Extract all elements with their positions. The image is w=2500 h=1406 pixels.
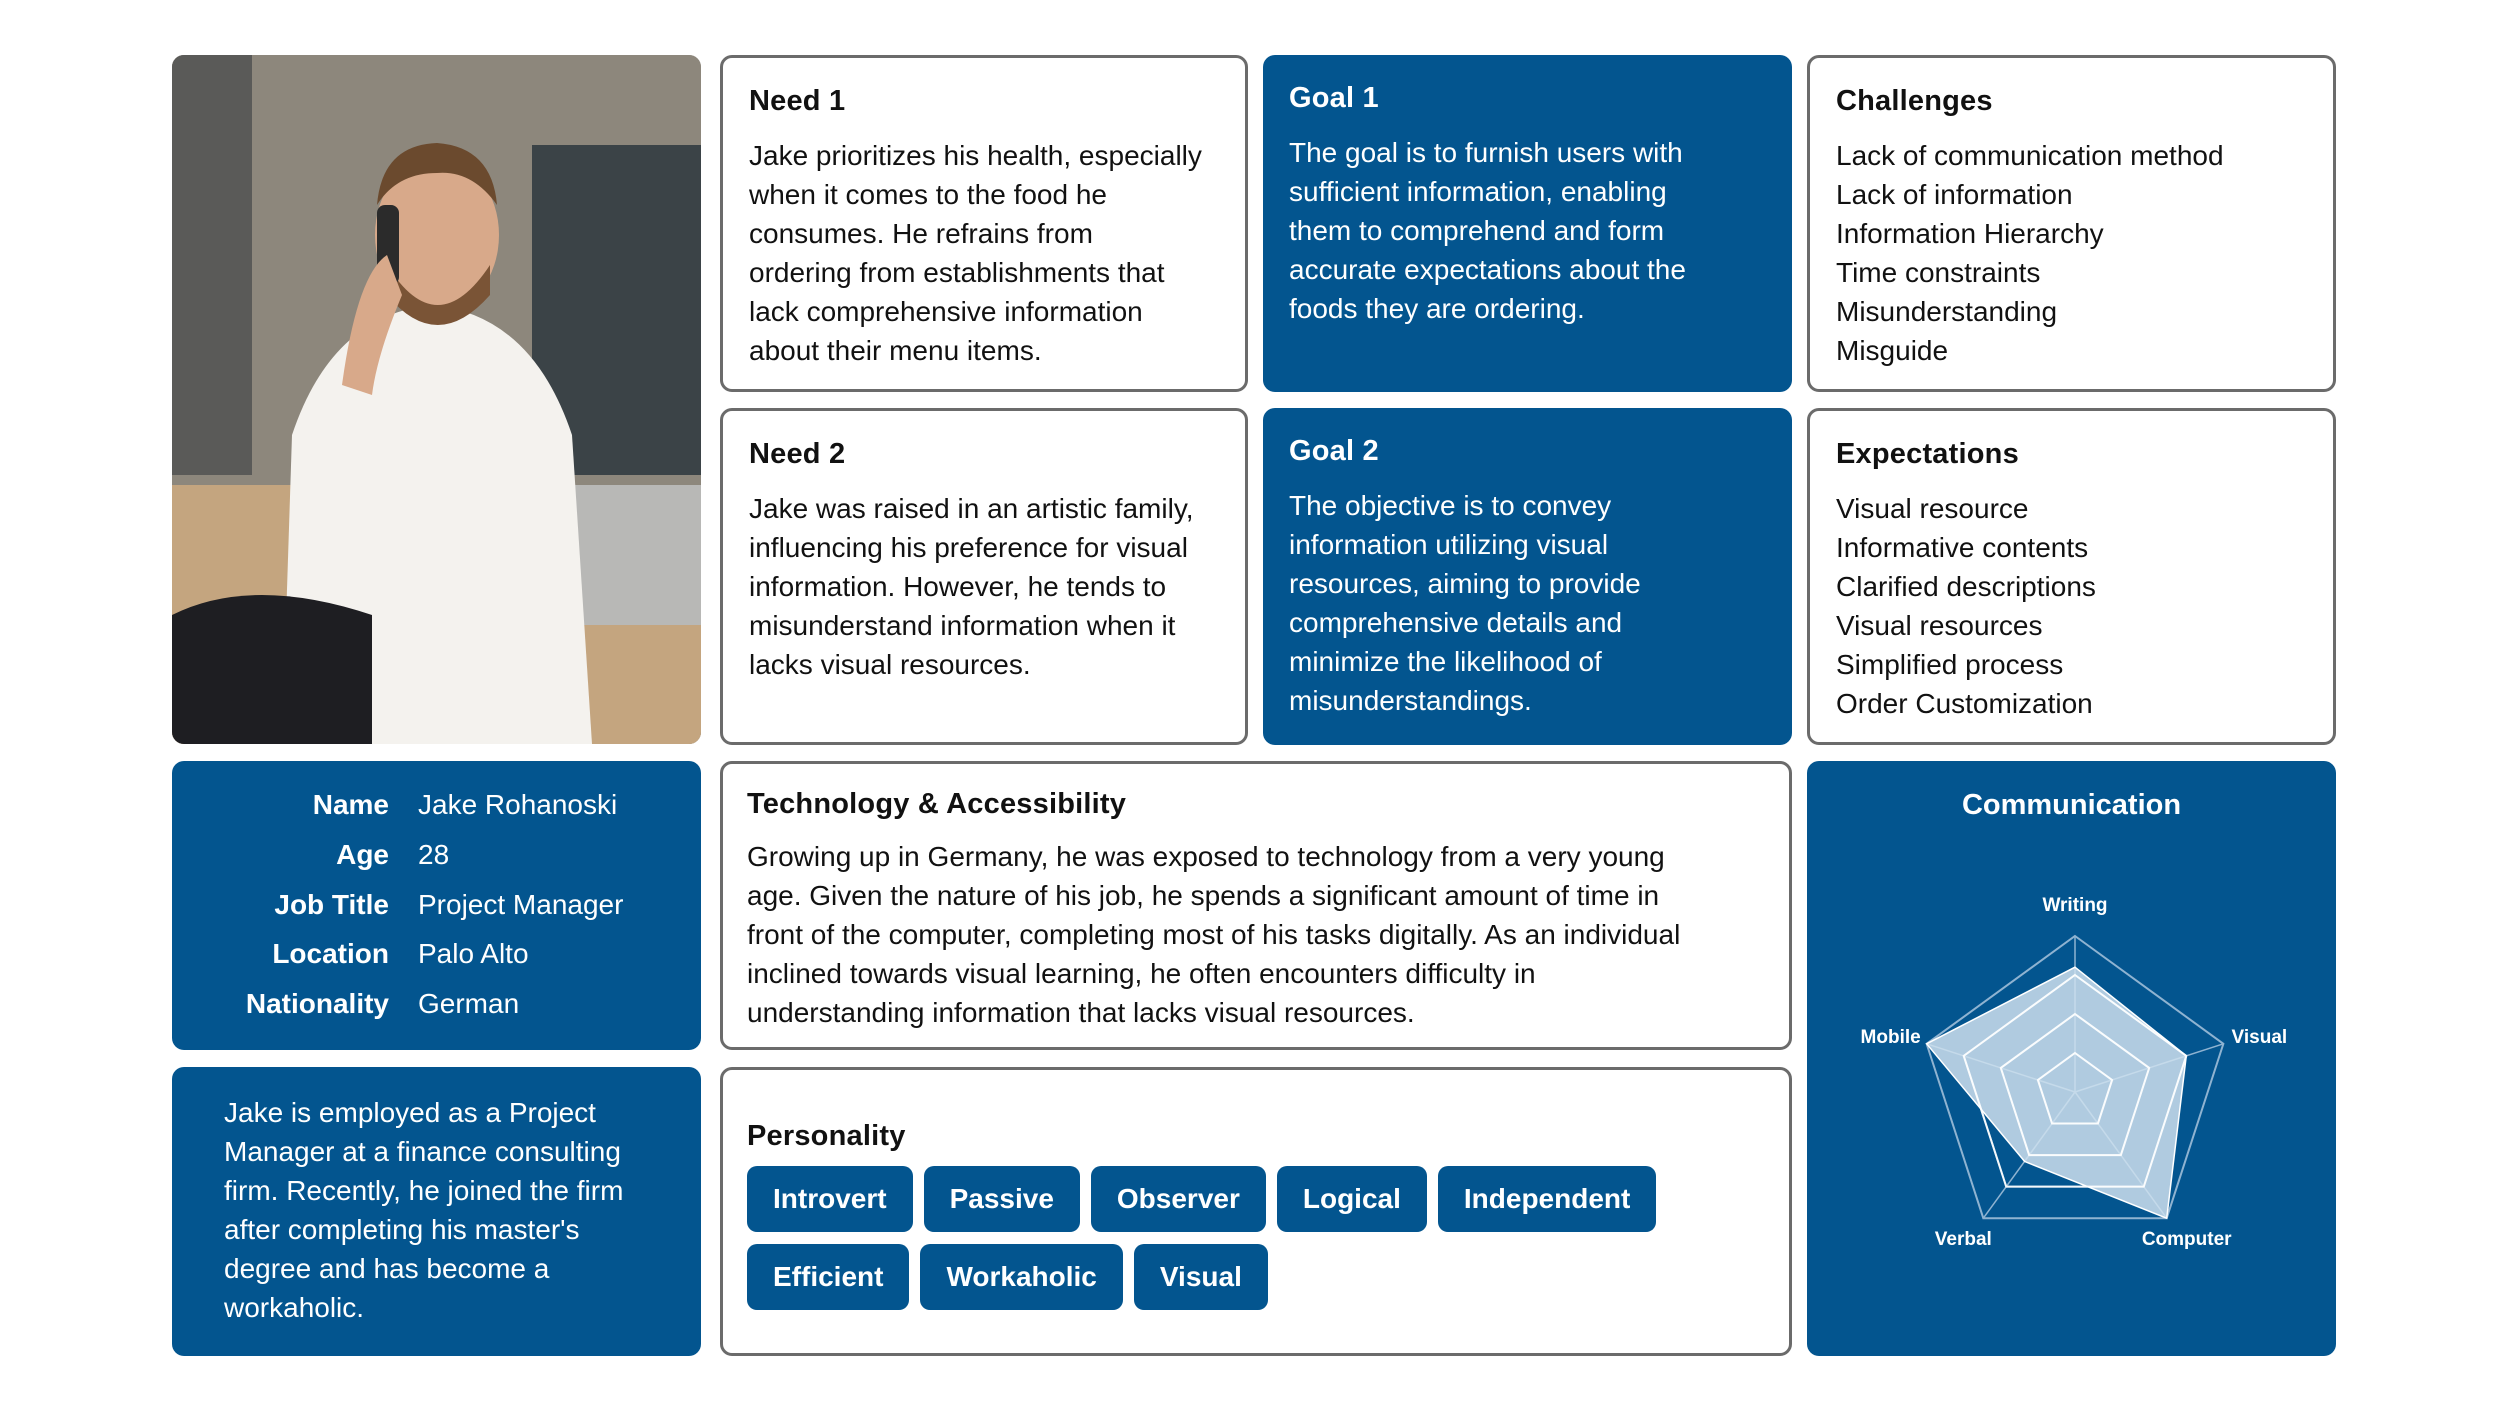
personality-tag: Observer [1091, 1166, 1266, 1232]
challenges-card [1807, 55, 2336, 392]
goal-1-card [1263, 55, 1792, 392]
profile-label: Age [336, 839, 389, 870]
persona-photo-image [172, 55, 701, 744]
challenge-item: Time constraints [1836, 257, 2041, 288]
expectation-item: Order Customization [1836, 688, 2093, 719]
profile-label: Location [272, 938, 389, 969]
profile-value: Project Manager [418, 889, 624, 920]
need-1-title: Need 1 [749, 85, 846, 117]
profile-value: Palo Alto [418, 938, 529, 969]
expectation-item: Visual resources [1836, 610, 2043, 641]
goal-2-title: Goal 2 [1289, 435, 1379, 467]
challenge-item: Lack of communication method [1836, 140, 2224, 171]
profile-label: Job Title [274, 889, 389, 920]
personality-tag: Independent [1438, 1166, 1656, 1232]
radar-axis-label-mobile: Mobile [1860, 1026, 1921, 1048]
goal-2-text: The objective is to convey information utilizing visual resources, aiming to provide comprehensive details and minimize the likelihood of misunderstandings. [1289, 490, 1641, 716]
profile-value: German [418, 988, 520, 1019]
need-2-title: Need 2 [749, 438, 846, 470]
profile-value: 28 [418, 839, 450, 870]
radar-axis-label-visual: Visual [2231, 1026, 2288, 1048]
expectations-list [1836, 489, 2307, 723]
personality-card [720, 1067, 1792, 1356]
challenges-list [1836, 136, 2307, 370]
need-2-card [720, 408, 1248, 745]
bio-card [172, 1067, 701, 1356]
radar-axis-label-writing: Writing [2042, 895, 2108, 916]
challenge-item: Misguide [1836, 335, 1949, 366]
expectation-item: Simplified process [1836, 649, 2064, 680]
profile-value: Jake Rohanoski [418, 789, 618, 820]
challenge-item: Information Hierarchy [1836, 218, 2104, 249]
persona-photo [172, 55, 701, 744]
personality-tag: Logical [1277, 1166, 1427, 1232]
bio-text: Jake is employed as a Project Manager at a finance consulting firm. Recently, he joined the firm after completing his master's degree and has become a workaholic. [224, 1097, 624, 1323]
goal-1-title: Goal 1 [1289, 82, 1379, 114]
technology-title: Technology & Accessibility [747, 788, 1127, 820]
need-2-text: Jake was raised in an artistic family, influencing his preference for visual information. However, he tends to misunderstand information when it lacks visual resources. [749, 493, 1194, 680]
technology-card [720, 761, 1792, 1050]
profile-info-card [172, 761, 701, 1050]
personality-tag: Visual [1134, 1244, 1268, 1310]
goal-1-text: The goal is to furnish users with sufficient information, enabling them to comprehend and form accurate expectations about the foods they are ordering. [1289, 137, 1686, 324]
personality-tag: Passive [924, 1166, 1080, 1232]
technology-text: Growing up in Germany, he was exposed to technology from a very young age. Given the nature of his job, he spends a significant amount of time in front of the computer, completing most of his tasks digitally. As an individual inclined towards visual learning, he often encounters difficulty in understanding information that lacks visual resources. [747, 841, 1681, 1028]
profile-label: Name [312, 789, 389, 820]
communication-title: Communication [1961, 789, 2182, 821]
need-1-text: Jake prioritizes his health, especially when it comes to the food he consumes. He refrains from ordering from establishments that lack comprehensive information about their menu items. [749, 140, 1202, 366]
profile-label: Nationality [245, 988, 389, 1019]
personality-tag: Introvert [747, 1166, 913, 1232]
radar-axis-label-computer: Computer [2141, 1229, 2232, 1251]
expectations-title: Expectations [1836, 438, 2019, 470]
goal-2-card [1263, 408, 1792, 745]
personality-tag: Efficient [747, 1244, 909, 1310]
personality-tag: Workaholic [920, 1244, 1122, 1310]
expectation-item: Clarified descriptions [1836, 571, 2096, 602]
radar-series-area [1927, 967, 2187, 1218]
expectations-card [1807, 408, 2336, 745]
expectation-item: Informative contents [1836, 532, 2089, 563]
communication-card [1807, 761, 2336, 1356]
need-1-card [720, 55, 1248, 392]
challenge-item: Lack of information [1836, 179, 2073, 210]
expectation-item: Visual resource [1836, 493, 2029, 524]
challenges-title: Challenges [1836, 85, 1993, 117]
challenge-item: Misunderstanding [1836, 296, 2058, 327]
personality-tags [747, 1166, 1767, 1322]
communication-radar-chart [1807, 761, 2336, 1356]
personality-title: Personality [747, 1120, 906, 1152]
radar-axis-label-verbal: Verbal [1934, 1229, 1992, 1251]
